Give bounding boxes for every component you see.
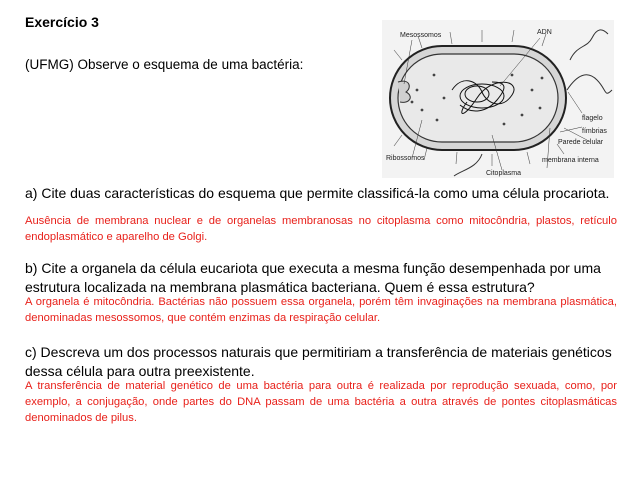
question-c: c) Descreva um dos processos naturais que permitiriam a transferência de materiais genéticos dessa célula para outra preexistente. bbox=[25, 344, 612, 379]
label-mesossomos: Mesossomos bbox=[400, 32, 442, 39]
bacteria-diagram bbox=[382, 20, 614, 178]
label-citoplasma: Citoplasma bbox=[486, 170, 522, 177]
answer-b: A organela é mitocôndria. Bactérias não possuem essa organela, porém têm invaginações na membrana plasmática, denominadas mesossomos, que contém enzimas da respiração celular. bbox=[25, 296, 617, 324]
label-parede: Parede celular bbox=[558, 139, 604, 146]
label-adn: ADN bbox=[537, 29, 552, 36]
inner-membrane bbox=[398, 54, 558, 142]
exercise-intro: (UFMG) Observe o esquema de uma bactéria: bbox=[25, 57, 304, 72]
answer-a: Ausência de membrana nuclear e de organelas membranosas no citoplasma como mitocôndria, plastos, retículo endoplasmático e aparelho de Golgi. bbox=[25, 215, 617, 243]
label-flagelo: flagelo bbox=[582, 115, 603, 122]
answer-c: A transferência de material genético de uma bactéria para outra é realizada por reprodução sexuada, como, por exemplo, a conjugação, onde partes do DNA passam de uma bactéria a outra através de pontes citoplasmáticas denominados de pilus. bbox=[25, 380, 617, 424]
exercise-title: Exercício 3 bbox=[25, 14, 99, 30]
bacteria-diagram-svg bbox=[382, 20, 614, 178]
label-fimbrias: fímbrias bbox=[582, 128, 607, 135]
question-a: a) Cite duas características do esquema que permite classificá-la como uma célula procariota. bbox=[25, 185, 610, 201]
label-membrana: membrana interna bbox=[542, 157, 599, 164]
label-ribossomos: Ribossomos bbox=[386, 155, 425, 162]
question-b: b) Cite a organela da célula eucariota que executa a mesma função desempenhada por uma estrutura localizada na membrana plasmática bacteriana. Quem é essa estrutura? bbox=[25, 260, 601, 295]
